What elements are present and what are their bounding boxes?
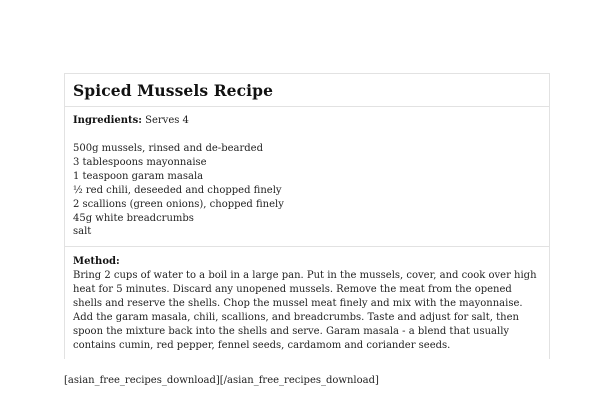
recipe-title: Spiced Mussels Recipe [73, 80, 274, 100]
ingredient-item: 2 scallions (green onions), chopped finely [73, 198, 284, 210]
ingredients-heading [73, 114, 541, 128]
ingredient-item: salt [73, 226, 92, 238]
ingredient-item: 3 tablespoons mayonnaise [73, 156, 207, 168]
ingredients-list [73, 142, 541, 239]
ingredient-item: ½ red chili, deseeded and chopped finely [73, 184, 282, 196]
method-text: Bring 2 cups of water to a boil in a large pan. Put in the mussels, cover, and cook over high heat for 5 minutes. Discard any unopened mussels. Remove the meat from the opened shells and reserve the shells. Chop the mussel meat finely and mix with the mayonnaise. Add the garam masala, chili, scallions, and breadcrumbs. Taste and adjust for salt, then spoon the mixture back into the shells and serve. Garam masala - a blend that usually contains cumin, red pepper, fennel seeds, cardamom and coriander seeds. [73, 270, 537, 351]
method-section [65, 247, 549, 359]
method-label: Method: [73, 256, 120, 267]
serves-text: Serves 4 [145, 115, 189, 126]
recipe-header [65, 74, 549, 107]
ingredient-item: 1 teaspoon garam masala [73, 170, 204, 182]
recipe-card [64, 73, 550, 359]
ingredient-item: 45g white breadcrumbs [73, 212, 194, 224]
download-shortcode: [asian_free_recipes_download][/asian_free_recipes_download] [64, 375, 379, 386]
ingredients-section [65, 107, 549, 247]
ingredient-item: 500g mussels, rinsed and de-bearded [73, 143, 263, 154]
ingredients-label: Ingredients: [73, 115, 142, 126]
